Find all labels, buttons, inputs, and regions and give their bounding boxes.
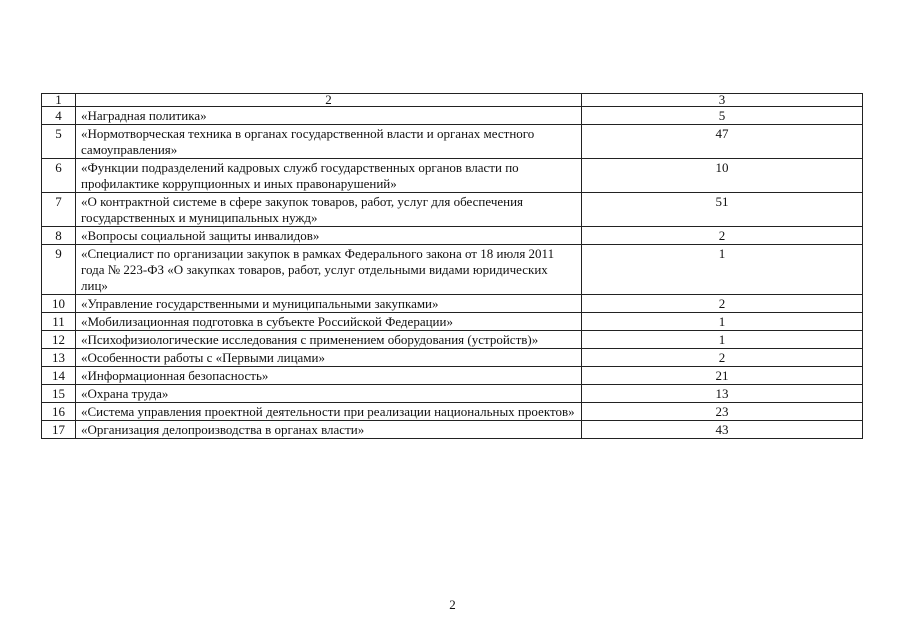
row-number: 11	[42, 313, 76, 331]
row-number: 9	[42, 245, 76, 295]
course-title: «О контрактной системе в сфере закупок товаров, работ, услуг для обеспечения государственных и муниципальных нужд»	[76, 193, 582, 227]
row-number: 8	[42, 227, 76, 245]
course-title: «Информационная безопасность»	[76, 367, 582, 385]
header-col-3: 3	[582, 94, 863, 107]
course-title: «Управление государственными и муниципальными закупками»	[76, 295, 582, 313]
course-title: «Вопросы социальной защиты инвалидов»	[76, 227, 582, 245]
row-number: 15	[42, 385, 76, 403]
header-col-1: 1	[42, 94, 76, 107]
header-col-2: 2	[76, 94, 582, 107]
table-header-row	[42, 94, 863, 107]
course-count: 47	[582, 125, 863, 159]
course-title: «Охрана труда»	[76, 385, 582, 403]
table-row	[42, 245, 863, 295]
course-title: «Организация делопроизводства в органах власти»	[76, 421, 582, 439]
course-count: 10	[582, 159, 863, 193]
course-title: «Наградная политика»	[76, 107, 582, 125]
course-count: 1	[582, 245, 863, 295]
table-row	[42, 107, 863, 125]
page-number: 2	[449, 597, 456, 612]
course-count: 2	[582, 349, 863, 367]
course-count: 2	[582, 295, 863, 313]
table-row	[42, 295, 863, 313]
row-number: 6	[42, 159, 76, 193]
row-number: 10	[42, 295, 76, 313]
course-count: 5	[582, 107, 863, 125]
row-number: 7	[42, 193, 76, 227]
row-number: 14	[42, 367, 76, 385]
table-row	[42, 159, 863, 193]
row-number: 5	[42, 125, 76, 159]
table-row	[42, 125, 863, 159]
course-title: «Функции подразделений кадровых служб государственных органов власти по профилактике коррупционных и иных правонарушений»	[76, 159, 582, 193]
course-title: «Мобилизационная подготовка в субъекте Российской Федерации»	[76, 313, 582, 331]
course-title: «Специалист по организации закупок в рамках Федерального закона от 18 июля 2011 года № 223-ФЗ «О закупках товаров, работ, услуг отдельными видами юридических лиц»	[76, 245, 582, 295]
row-number: 16	[42, 403, 76, 421]
row-number: 13	[42, 349, 76, 367]
course-count: 43	[582, 421, 863, 439]
row-number: 17	[42, 421, 76, 439]
table-row	[42, 331, 863, 349]
table-row	[42, 227, 863, 245]
course-title: «Система управления проектной деятельности при реализации национальных проектов»	[76, 403, 582, 421]
courses-table	[41, 93, 863, 439]
course-title: «Особенности работы с «Первыми лицами»	[76, 349, 582, 367]
course-count: 1	[582, 331, 863, 349]
course-count: 23	[582, 403, 863, 421]
course-count: 21	[582, 367, 863, 385]
course-count: 2	[582, 227, 863, 245]
course-title: «Нормотворческая техника в органах государственной власти и органах местного самоуправления»	[76, 125, 582, 159]
table-row	[42, 193, 863, 227]
table-row	[42, 385, 863, 403]
table-row	[42, 367, 863, 385]
course-count: 51	[582, 193, 863, 227]
row-number: 4	[42, 107, 76, 125]
course-title: «Психофизиологические исследования с применением оборудования (устройств)»	[76, 331, 582, 349]
course-count: 1	[582, 313, 863, 331]
course-count: 13	[582, 385, 863, 403]
table-row	[42, 421, 863, 439]
row-number: 12	[42, 331, 76, 349]
table-row	[42, 349, 863, 367]
table-row	[42, 313, 863, 331]
table-row	[42, 403, 863, 421]
